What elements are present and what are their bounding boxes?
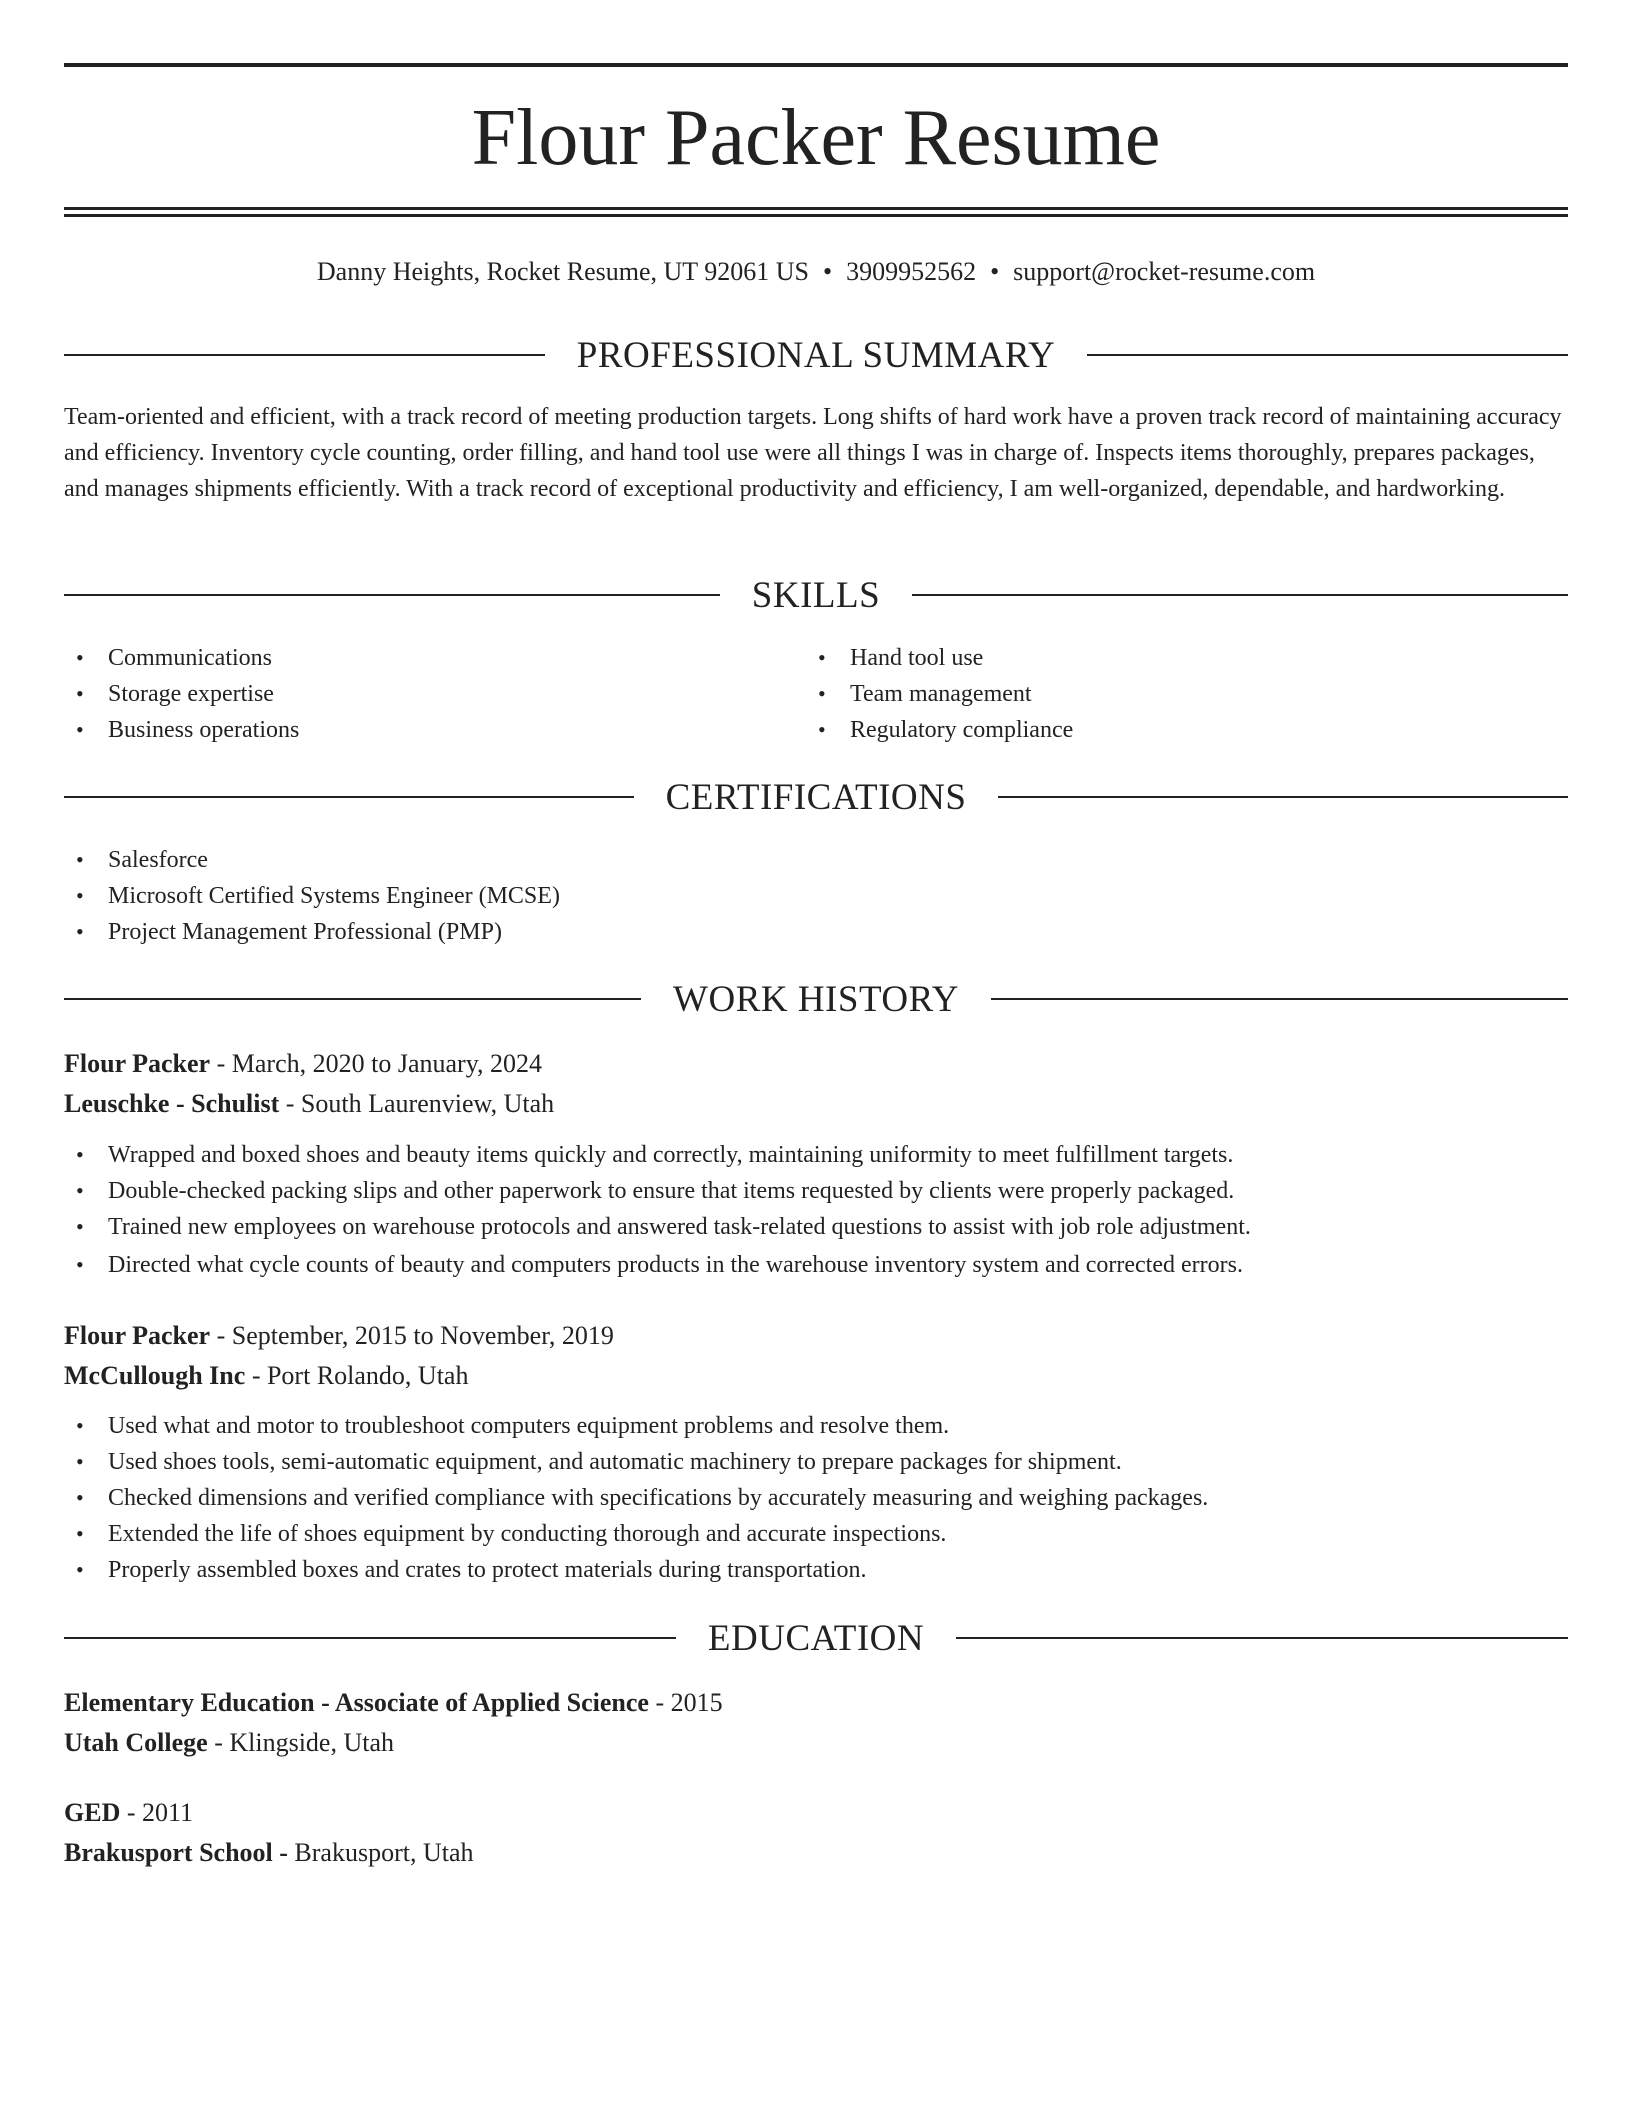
heading-rule-left bbox=[64, 998, 641, 1000]
section-title: CERTIFICATIONS bbox=[665, 776, 967, 818]
certification-item: • Salesforce bbox=[64, 842, 1464, 878]
resume-title: Flour Packer Resume bbox=[471, 94, 1161, 182]
heading-rule-left bbox=[64, 594, 720, 596]
job-company: Leuschke - Schulist bbox=[64, 1089, 280, 1118]
job-company-line bbox=[64, 1084, 1568, 1124]
education-school: Brakusport School - bbox=[64, 1838, 288, 1867]
job-company: McCullough Inc bbox=[64, 1361, 246, 1390]
education-degree: Elementary Education - Associate of Applied Science bbox=[64, 1688, 649, 1717]
job-title: Flour Packer bbox=[64, 1049, 211, 1078]
heading-rule-left bbox=[64, 796, 634, 798]
job-company-line bbox=[64, 1356, 1568, 1396]
education-year: - 2015 bbox=[648, 1688, 723, 1717]
summary-text: Team-oriented and efficient, with a track record of meeting production targets. Long shifts of hard work have a proven track record of maintaining accuracy and efficiency. Inventory cycle counting, order filling, and hand tool use were all things I was in charge of. Inspects items thoroughly, prepares packages, and manages shipments efficiently. With a track record of exceptional productivity and efficiency, I am well-organized, dependable, and hardworking. bbox=[64, 404, 1562, 502]
skill-item: • Regulatory compliance bbox=[806, 712, 1506, 748]
job-title-line bbox=[64, 1044, 1568, 1084]
contact-email[interactable]: support@rocket-resume.com bbox=[1013, 257, 1316, 286]
skill-item: • Business operations bbox=[64, 712, 764, 748]
job-location: - South Laurenview, Utah bbox=[279, 1089, 555, 1118]
section-heading-education bbox=[64, 1613, 1568, 1663]
job-bullet: • Checked dimensions and verified compliance with specifications by accurately measuring and weighing packages. bbox=[64, 1480, 1564, 1516]
certifications-list bbox=[64, 842, 1464, 950]
job-dates: - March, 2020 to January, 2024 bbox=[210, 1049, 543, 1078]
education-entry-2 bbox=[64, 1793, 1568, 1873]
education-location: - Klingside, Utah bbox=[207, 1728, 395, 1757]
section-heading-certifications bbox=[64, 772, 1568, 822]
heading-rule-right bbox=[1087, 354, 1568, 356]
job-bullet: • Properly assembled boxes and crates to protect materials during transportation. bbox=[64, 1552, 1564, 1588]
job-bullet: • Directed what cycle counts of beauty and computers products in the warehouse inventory system and corrected errors. bbox=[64, 1247, 1564, 1283]
job-title-line bbox=[64, 1316, 1568, 1356]
heading-rule-left bbox=[64, 1637, 676, 1639]
section-heading-work bbox=[64, 974, 1568, 1024]
job-bullet: • Double-checked packing slips and other paperwork to ensure that items requested by clients were properly packaged. bbox=[64, 1173, 1564, 1209]
education-degree-line bbox=[64, 1683, 1568, 1723]
section-heading-skills bbox=[64, 570, 1568, 620]
education-school: Utah College bbox=[64, 1728, 208, 1757]
education-entry-1 bbox=[64, 1683, 1568, 1763]
contact-separator: • bbox=[822, 257, 833, 286]
skill-item: • Storage expertise bbox=[64, 676, 764, 712]
heading-rule-right bbox=[912, 594, 1568, 596]
certification-item: • Microsoft Certified Systems Engineer (MCSE) bbox=[64, 878, 1464, 914]
education-year: - 2011 bbox=[120, 1798, 194, 1827]
section-title: SKILLS bbox=[751, 574, 881, 616]
section-title: PROFESSIONAL SUMMARY bbox=[576, 334, 1056, 376]
job-dates: - September, 2015 to November, 2019 bbox=[210, 1321, 614, 1350]
contact-line bbox=[64, 254, 1568, 290]
skill-item: • Team management bbox=[806, 676, 1506, 712]
education-location: Brakusport, Utah bbox=[287, 1838, 474, 1867]
job-bullet: • Used what and motor to troubleshoot computers equipment problems and resolve them. bbox=[64, 1408, 1564, 1444]
skills-list-right bbox=[806, 640, 1506, 748]
section-title: EDUCATION bbox=[707, 1617, 925, 1659]
skill-item: • Hand tool use bbox=[806, 640, 1506, 676]
education-degree: GED bbox=[64, 1798, 121, 1827]
education-school-line bbox=[64, 1833, 1568, 1873]
heading-rule-right bbox=[991, 998, 1568, 1000]
job-2-bullets bbox=[64, 1408, 1564, 1588]
job-entry-2 bbox=[64, 1316, 1568, 1396]
heading-rule-left bbox=[64, 354, 545, 356]
heading-rule-right bbox=[998, 796, 1568, 798]
job-bullet: • Used shoes tools, semi-automatic equipment, and automatic machinery to prepare packages for shipment. bbox=[64, 1444, 1564, 1480]
contact-address: Danny Heights, Rocket Resume, UT 92061 US bbox=[316, 257, 809, 286]
job-1-bullets bbox=[64, 1137, 1564, 1283]
skill-item: • Communications bbox=[64, 640, 764, 676]
top-rule bbox=[64, 63, 1568, 67]
job-title: Flour Packer bbox=[64, 1321, 211, 1350]
education-degree-line bbox=[64, 1793, 1568, 1833]
certification-item: • Project Management Professional (PMP) bbox=[64, 914, 1464, 950]
contact-separator: • bbox=[990, 257, 1000, 286]
education-school-line bbox=[64, 1723, 1568, 1763]
job-entry-1 bbox=[64, 1044, 1568, 1124]
heading-rule-right bbox=[956, 1637, 1568, 1639]
section-title: WORK HISTORY bbox=[673, 978, 959, 1020]
job-bullet: • Extended the life of shoes equipment by conducting thorough and accurate inspections. bbox=[64, 1516, 1564, 1552]
job-bullet: • Trained new employees on warehouse protocols and answered task-related questions to assist with job role adjustment. bbox=[64, 1209, 1564, 1245]
skills-list-left bbox=[64, 640, 764, 748]
job-bullet: • Wrapped and boxed shoes and beauty items quickly and correctly, maintaining uniformity to meet fulfillment targets. bbox=[64, 1137, 1564, 1173]
job-location: - Port Rolando, Utah bbox=[245, 1361, 469, 1390]
section-heading-summary bbox=[64, 330, 1568, 380]
title-double-rule bbox=[64, 207, 1568, 217]
contact-phone[interactable]: 3909952562 bbox=[846, 257, 977, 286]
